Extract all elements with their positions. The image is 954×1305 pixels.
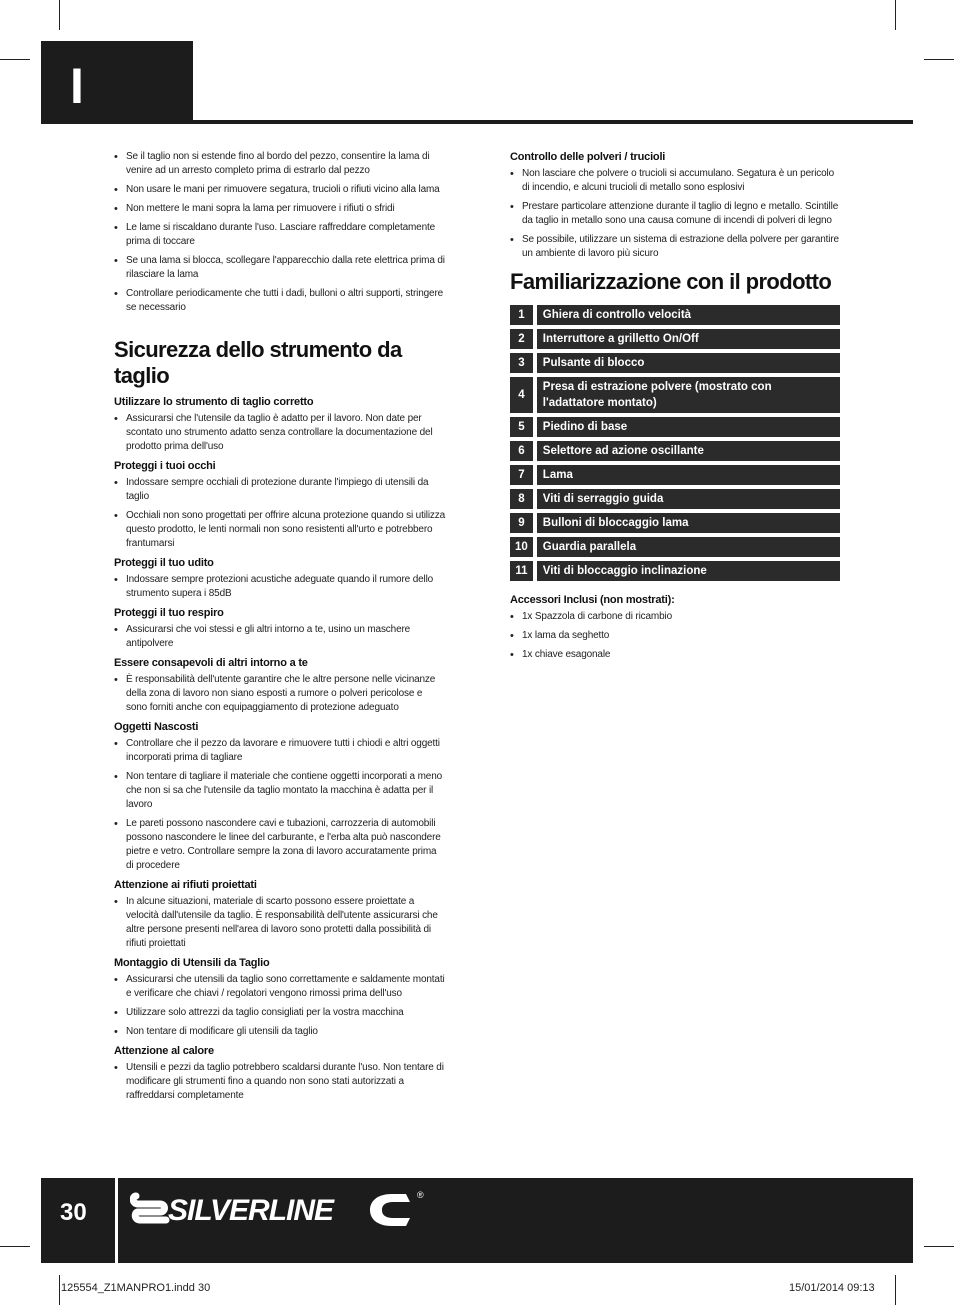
part-label: Guardia parallela [537, 537, 840, 557]
crop-mark [59, 0, 60, 30]
list-item: • È responsabilità dell'utente garantire che le altre persone nelle vicinanze della zona di lavoro non siano esposti a rumore o polveri pericolose e sono forniti anche con equipaggiamento di protezione adeguato [114, 673, 446, 715]
part-label: Interruttore a grilletto On/Off [537, 329, 840, 349]
subsection-heading: Oggetti Nascosti [114, 721, 199, 733]
part-label: Lama [537, 465, 840, 485]
parts-row [510, 465, 840, 485]
list-item: • Utilizzare solo attrezzi da taglio consigliati per la vostra macchina [114, 1006, 446, 1020]
part-label: Ghiera di controllo velocità [537, 305, 840, 325]
list-item: • Utensili e pezzi da taglio potrebbero scaldarsi durante l'uso. Non tentare di modificare gli strumenti fino a quando non sono stati autorizzati a raffreddarsi completamente [114, 1061, 446, 1103]
parts-row [510, 305, 840, 325]
part-number: 7 [510, 465, 537, 485]
list-item: • 1x chiave esagonale [510, 648, 840, 662]
slug-datetime: 15/01/2014 09:13 [789, 1282, 875, 1294]
part-label: Viti di serraggio guida [537, 489, 840, 509]
list-item: • Assicurarsi che l'utensile da taglio è adatto per il lavoro. Non date per scontato uno strumento adatto senza controllare la documentazione del prodotto prima dell'uso [114, 412, 446, 454]
safety-subsections [114, 395, 446, 1103]
parts-row [510, 513, 840, 533]
subsection-bullet-list [114, 573, 446, 601]
part-label: Piedino di base [537, 417, 840, 437]
subsection-heading: Montaggio di Utensili da Taglio [114, 957, 270, 969]
list-item: • Le pareti possono nascondere cavi e tubazioni, carrozzeria di automobili possono nascondere le linee del carburante, e l'erba alta può nascondere pietre e vetro. Controllare sempre la zona di lavoro accuratamente prima di procedere [114, 817, 446, 873]
part-number: 4 [510, 377, 537, 413]
part-number: 5 [510, 417, 537, 437]
subsection-bullet-list [114, 895, 446, 951]
part-label: Bulloni di bloccaggio lama [537, 513, 840, 533]
part-number: 3 [510, 353, 537, 373]
crop-mark [895, 0, 896, 30]
part-number: 11 [510, 561, 537, 581]
list-item: • Prestare particolare attenzione durante il taglio di legno e metallo. Scintille da taglio in metallo sono una causa comune di incendi di polveri di legno [510, 200, 840, 228]
list-item: • Se una lama si blocca, scollegare l'apparecchio dalla rete elettrica prima di rilasciare la lama [114, 254, 446, 282]
subsection-heading: Proteggi il tuo respiro [114, 607, 224, 619]
right-column [510, 150, 840, 667]
part-label: Selettore ad azione oscillante [537, 441, 840, 461]
subsection-bullet-list [114, 412, 446, 454]
crop-mark [924, 59, 954, 60]
part-number: 10 [510, 537, 537, 557]
subsection-heading: Utilizzare lo strumento di taglio corretto [114, 396, 314, 408]
parts-row [510, 417, 840, 437]
subsection-heading: Proteggi i tuoi occhi [114, 460, 216, 472]
registered-mark: ® [417, 1190, 424, 1200]
language-letter: I [70, 58, 84, 114]
parts-table [510, 301, 840, 585]
accessories-list [510, 610, 840, 662]
list-item: • In alcune situazioni, materiale di scarto possono essere proiettate a velocità dall'utensile da taglio. È responsabilità dell'utente assicurarsi che altre persone presenti nell'area di lavoro sono protetti dalla possibilità di rifiuti proiettati [114, 895, 446, 951]
parts-row [510, 561, 840, 581]
parts-row [510, 377, 840, 413]
part-label: Viti di bloccaggio inclinazione [537, 561, 840, 581]
parts-row [510, 537, 840, 557]
intro-bullet-list [114, 150, 446, 315]
silverline-logo [130, 1186, 430, 1232]
brand-logo-icon [130, 1186, 430, 1232]
part-number: 2 [510, 329, 537, 349]
part-label: Pulsante di blocco [537, 353, 840, 373]
dust-bullet-list [510, 167, 840, 261]
header-rule [41, 120, 913, 124]
crop-mark [0, 59, 30, 60]
footer-divider [115, 1178, 118, 1263]
list-item: • Se possibile, utilizzare un sistema di estrazione della polvere per garantire un ambiente di lavoro più sicuro [510, 233, 840, 261]
part-number: 6 [510, 441, 537, 461]
subsection-bullet-list [114, 476, 446, 551]
list-item: • Controllare periodicamente che tutti i dadi, bulloni o altri supporti, stringere se necessario [114, 287, 446, 315]
list-item: • Le lame si riscaldano durante l'uso. Lasciare raffreddare completamente prima di toccare [114, 221, 446, 249]
crop-mark [0, 1246, 30, 1247]
slug-file: 125554_Z1MANPRO1.indd 30 [61, 1282, 211, 1294]
subsection-bullet-list [114, 1061, 446, 1103]
list-item: • Non usare le mani per rimuovere segatura, trucioli o rifiuti vicino alla lama [114, 183, 446, 197]
subsection-bullet-list [114, 737, 446, 873]
subsection-heading: Proteggi il tuo udito [114, 557, 214, 569]
list-item: • Indossare sempre protezioni acustiche adeguate quando il rumore dello strumento supera i 85dB [114, 573, 446, 601]
part-number: 9 [510, 513, 537, 533]
list-item: • Non mettere le mani sopra la lama per rimuovere i rifiuti o sfridi [114, 202, 446, 216]
subsection-heading: Attenzione al calore [114, 1045, 214, 1057]
list-item: • Non tentare di modificare gli utensili da taglio [114, 1025, 446, 1039]
list-item: • Occhiali non sono progettati per offrire alcuna protezione quando si utilizza questo prodotto, le lenti normali non sono resistenti all'urto e potrebbero frantumarsi [114, 509, 446, 551]
left-column [114, 150, 446, 1108]
list-item: • Se il taglio non si estende fino al bordo del pezzo, consentire la lama di venire ad un arresto completo prima di estrarlo dal pezzo [114, 150, 446, 178]
subsection-heading: Attenzione ai rifiuti proiettati [114, 879, 257, 891]
list-item: • Controllare che il pezzo da lavorare e rimuovere tutti i chiodi e altri oggetti incorporati prima di tagliare [114, 737, 446, 765]
part-number: 8 [510, 489, 537, 509]
list-item: • Non lasciare che polvere o trucioli si accumulano. Segatura è un pericolo di incendio, e alcuni trucioli di metallo sono esplosivi [510, 167, 840, 195]
crop-mark [924, 1246, 954, 1247]
section-title-cutting-safety: Sicurezza dello strumento da taglio [114, 337, 402, 388]
list-item: • Assicurarsi che utensili da taglio sono correttamente e saldamente montati e verificare che chiavi / regolatori vengono rimossi prima dell'uso [114, 973, 446, 1001]
page-number: 30 [60, 1199, 87, 1226]
subsection-bullet-list [114, 623, 446, 651]
subsection-bullet-list [114, 973, 446, 1039]
part-label: Presa di estrazione polvere (mostrato con l'adattatore montato) [537, 377, 840, 413]
section-title-product-familiarisation: Familiarizzazione con il prodotto [510, 269, 832, 294]
subsection-heading: Essere consapevoli di altri intorno a te [114, 657, 308, 669]
parts-row [510, 489, 840, 509]
accessories-heading: Accessori Inclusi (non mostrati): [510, 594, 675, 606]
parts-row [510, 353, 840, 373]
parts-row [510, 329, 840, 349]
list-item: • Indossare sempre occhiali di protezione durante l'impiego di utensili da taglio [114, 476, 446, 504]
subsection-bullet-list [114, 673, 446, 715]
crop-mark [59, 1275, 60, 1305]
list-item: • Non tentare di tagliare il materiale che contiene oggetti incorporati a meno che non si sa che l'utensile da taglio montato la macchina è adatta per il lavoro [114, 770, 446, 812]
list-item: • Assicurarsi che voi stessi e gli altri intorno a te, usino un maschere antipolvere [114, 623, 446, 651]
language-tab [41, 41, 193, 124]
list-item: • 1x Spazzola di carbone di ricambio [510, 610, 840, 624]
crop-mark [895, 1275, 896, 1305]
brand-wordmark: SILVERLINE [168, 1194, 334, 1227]
list-item: • 1x lama da seghetto [510, 629, 840, 643]
part-number: 1 [510, 305, 537, 325]
parts-row [510, 441, 840, 461]
dust-control-heading: Controllo delle polveri / trucioli [510, 151, 666, 163]
